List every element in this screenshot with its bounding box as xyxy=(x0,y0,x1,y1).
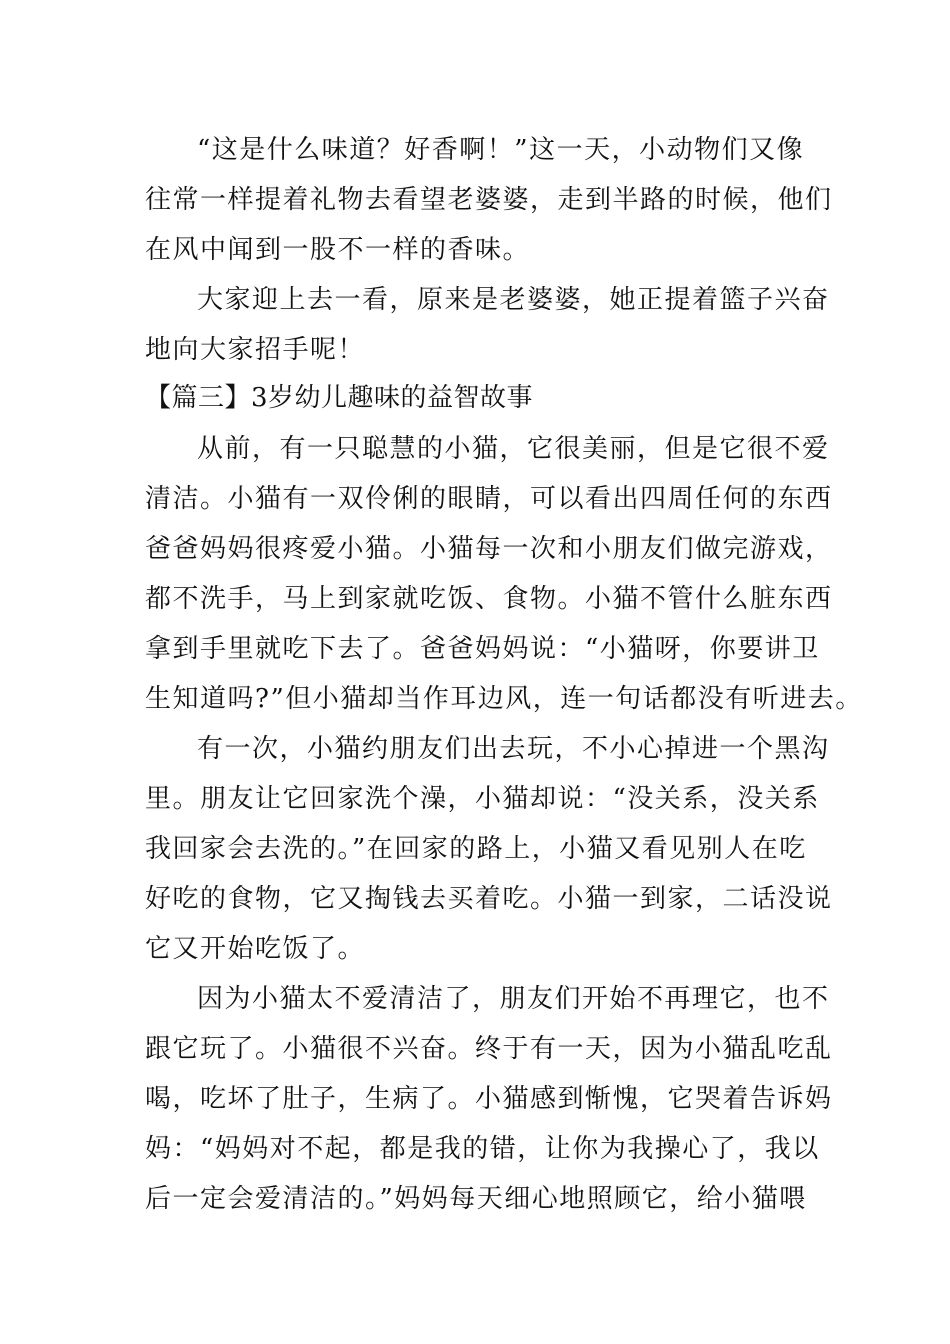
text-line: “这是什么味道？好香啊！”这一天，小动物们又像 xyxy=(197,135,805,165)
text-line: 清洁。小猫有一双伶俐的眼睛，可以看出四周任何的东西 xyxy=(145,484,833,514)
text-line: 拿到手里就吃下去了。爸爸妈妈说：“小猫呀，你要讲卫 xyxy=(145,634,820,664)
text-line: 地向大家招手呢！ xyxy=(145,335,366,365)
section-heading: 【篇三】3岁幼儿趣味的益智故事 xyxy=(145,383,534,413)
text-line: 在风中闻到一股不一样的香味。 xyxy=(145,235,531,265)
text-line: 爸爸妈妈很疼爱小猫。小猫每一次和小朋友们做完游戏， xyxy=(145,534,833,564)
text-line: 我回家会去洗的。”在回家的路上，小猫又看见别人在吃 xyxy=(145,834,807,864)
text-line: 有一次，小猫约朋友们出去玩，不小心掉进一个黑沟 xyxy=(197,734,830,764)
text-line: 妈：“妈妈对不起，都是我的错，让你为我操心了，我以 xyxy=(145,1134,820,1164)
text-line: 大家迎上去一看，原来是老婆婆，她正提着篮子兴奋 xyxy=(197,285,830,315)
text-line: 生知道吗?”但小猫却当作耳边风，连一句话都没有听进去。 xyxy=(145,684,863,714)
text-line: 它又开始吃饭了。 xyxy=(145,934,366,964)
text-line: 跟它玩了。小猫很不兴奋。终于有一天，因为小猫乱吃乱 xyxy=(145,1034,833,1064)
text-line: 里。朋友让它回家洗个澡，小猫却说：“没关系，没关系 xyxy=(145,784,820,814)
text-line: 往常一样提着礼物去看望老婆婆，走到半路的时候，他们 xyxy=(145,185,833,215)
text-line: 后一定会爱清洁的。”妈妈每天细心地照顾它，给小猫喂 xyxy=(145,1184,807,1214)
text-line: 好吃的食物，它又掏钱去买着吃。小猫一到家，二话没说 xyxy=(145,884,833,914)
text-line: 因为小猫太不爱清洁了，朋友们开始不再理它，也不 xyxy=(197,984,830,1014)
text-line: 喝，吃坏了肚子，生病了。小猫感到惭愧，它哭着告诉妈 xyxy=(145,1084,833,1114)
text-line: 从前，有一只聪慧的小猫，它很美丽，但是它很不爱 xyxy=(197,434,830,464)
text-line: 都不洗手，马上到家就吃饭、食物。小猫不管什么脏东西 xyxy=(145,584,833,614)
